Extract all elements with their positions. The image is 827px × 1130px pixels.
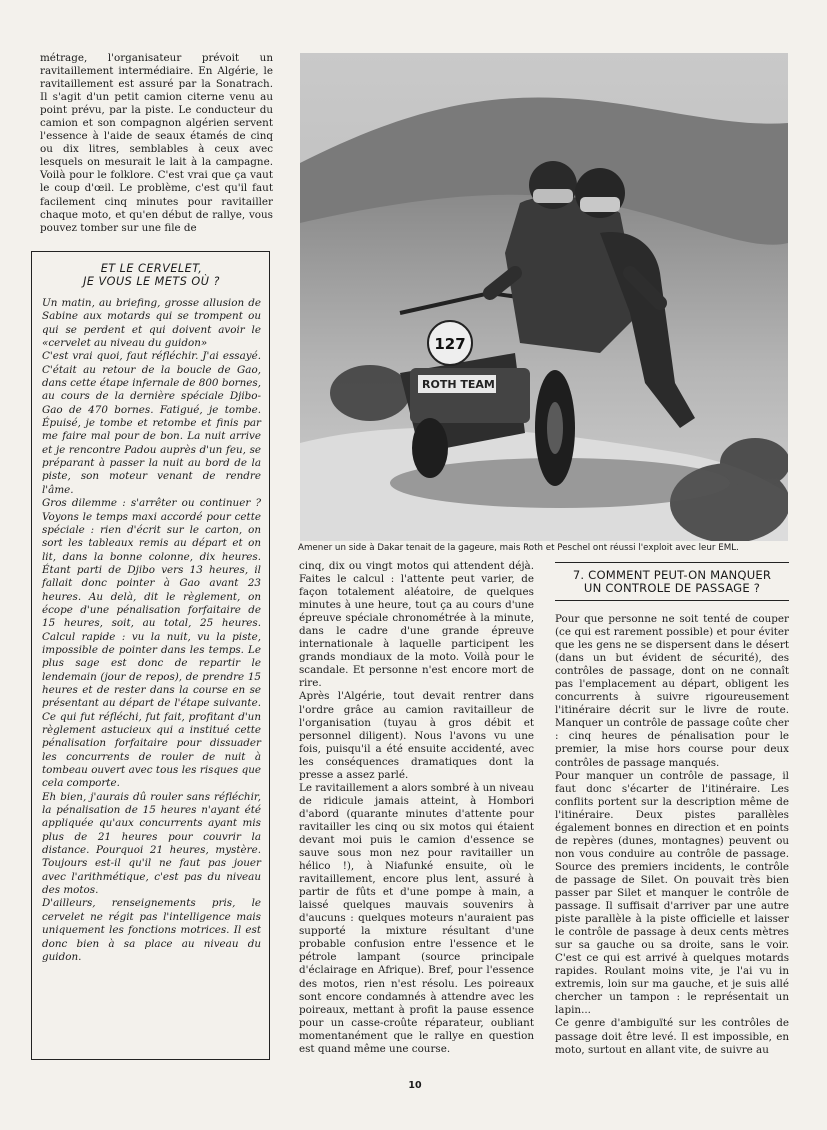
- sidebar-paragraph: Gros dilemme : s'arrêter ou continuer ? Voyons le temps maxi accordé pour cette spéciale : rien d'écrit sur le carton, on sort les tableaux remis au départ et on lit, dans la bonne colonne, dix heures. Étant parti de Djibo vers 13 heures, il fallait donc pointer à Gao avant 23 heures. Au delà, dit le règlement, on écope d'une pénalisation forfaitaire de 15 heures, soit, au total, 25 heures. Calcul rapide : vu la nuit, vu la piste, impossible de pointer dans les temps. Le plus sage est donc de repartir le lendemain (jour de repos), de prendre 15 heures et de rester dans la course en se présentant au départ de l'étape suivante. Ce qui fut réfléchi, fut fait, profitant d'un règlement astucieux qui a institué cette pénalisation forfaitaire pour dissuader les concurrents de rouler de nuit à tombeau ouvert avec tous les risques que cela comporte.: [42, 497, 261, 790]
- article-paragraph: Ce genre d'ambiguïté sur les contrôles de passage doit être levé. Il est impossible, en moto, surtout en allant vite, de suivre au: [555, 1017, 789, 1056]
- sidebar-paragraph: Eh bien, j'aurais dû rouler sans réfléchir, la pénalisation de 15 heures n'ayant été appliquée qu'aux concurrents ayant mis plus de 21 heures pour couvrir la distance. Pourquoi 21 heures, mystère. Toujours est-il qu'il ne faut pas jouer avec l'arithmétique, c'est pas du niveau des motos.: [42, 790, 261, 897]
- article-paragraph: Le ravitaillement a alors sombré à un niveau de ridicule jamais atteint, à Hombori d'abord (quarante minutes d'attente pour ravitailler les cinq ou six motos qui étaient devant moi puis le camion d'essence se sauve sous mon nez pour ravitailler un hélico !), à Niafunké ensuite, où le ravitaillement, encore plus lent, assuré à partir de fûts et d'une pompe à main, a laissé quelques mauvais souvenirs à d'aucuns : quelques moteurs n'auraient pas supporté la mixture résultant d'une probable confusion entre l'essence et le pétrole lampant (source principale d'éclairage en Afrique). Bref, pour l'essence des motos, rien n'est résolu. Les poireaux sont encore condamnés à attendre avec les poireaux, mettant à profit la pause essence pour un casse-croûte réparateur, oubliant momentanément que le rallye en question est quand même une course.: [299, 781, 534, 1055]
- race-number: 127: [434, 335, 466, 353]
- sidecar-lettering: ROTH TEAM: [422, 378, 495, 391]
- sidebar-box: [31, 251, 270, 1060]
- sidebar-paragraph: C'est vrai quoi, faut réfléchir. J'ai essayé. C'était au retour de la boucle de Gao, dans cette étape infernale de 800 bornes, au cours de la dernière spéciale Djibo-Gao de 470 bornes. Fatigué, je tombe. Épuisé, je tombe et retombe et finis par me faire mal pour de bon. La nuit arrive et je rencontre Padou auprès d'un feu, se préparant à passer la nuit au bord de la piste, son moteur venant de rendre l'âme.: [42, 350, 261, 496]
- right-column: [555, 613, 789, 1057]
- article-paragraph: Après l'Algérie, tout devait rentrer dans l'ordre grâce au camion ravitailleur de l'organisation (tuyau à gros débit et personnel diligent). Nous l'avons vu une fois, puisqu'il a été ensuite accidenté, avec les conséquences dramatiques dont la presse a assez parlé.: [299, 690, 534, 781]
- photo-caption: Amener un side à Dakar tenait de la gageure, mais Roth et Peschel ont réussi l'exploit avec leur EML.: [298, 543, 739, 553]
- article-paragraph: Pour que personne ne soit tenté de couper (ce qui est rarement possible) et pour éviter que les gens ne se dispersent dans le désert (dans un but évident de sécurité), des contrôles de passage, dont on ne connaît pas l'emplacement au départ, obligent les concurrents à suivre rigoureusement l'itinéraire décrit sur le livre de route. Manquer un contrôle de passage coûte cher : cinq heures de pénalisation pour le premier, la mise hors course pour deux contrôles de passage manqués.: [555, 613, 789, 769]
- article-paragraph: cinq, dix ou vingt motos qui attendent déjà. Faites le calcul : l'attente peut varier, de façon totalement aléatoire, de quelques minutes à une heure, tout ça au cours d'une épreuve spéciale chronométrée à la minute, dans le cadre d'une grande épreuve internationale à laquelle participent les grands mondiaux de la moto. Voilà pour le scandale. Et personne n'est encore mort de rire.: [299, 560, 534, 690]
- section-heading-line1: 7. COMMENT PEUT-ON MANQUER: [572, 568, 772, 582]
- section-heading-line2: UN CONTROLE DE PASSAGE ?: [583, 581, 761, 596]
- sidebar-title-line1: ET LE CERVELET,: [100, 262, 203, 275]
- left-column-top: [40, 52, 273, 235]
- section-heading: [555, 562, 789, 601]
- page-number: 10: [408, 1080, 422, 1091]
- article-paragraph: Pour manquer un contrôle de passage, il faut donc s'écarter de l'itinéraire. Les conflits portent sur la description même de l'itinéraire. Deux pistes parallèles également bonnes en direction et en points de repères (dunes, montagnes) peuvent ou non vous conduire au contrôle de passage. Source des premiers incidents, le contrôle de passage de Silet. On pouvait très bien passer par Silet et manquer le contrôle de passage. Il suffisait d'arriver par une autre piste parallèle à la piste officielle et laisser le contrôle de passage à deux cents mètres sur sa gauche ou sa droite, sans le voir. C'est ce qui est arrivé à quelques motards rapides. Roulant moins vite, je l'ai vu in extremis, loin sur ma gauche, et je suis allé chercher un tampon : le représentait un lapin...: [555, 769, 789, 1017]
- sidebar-title-line2: JE VOUS LE METS OÙ ?: [83, 275, 220, 288]
- sidecar-photo: [300, 53, 788, 541]
- sidebar-title: [42, 262, 261, 288]
- sidebar-paragraph: D'ailleurs, renseignements pris, le cervelet ne régit pas l'intelligence mais uniquement les fonctions motrices. Il est donc bien à sa place au niveau du guidon.: [42, 897, 261, 963]
- sidebar-paragraph: Un matin, au briefing, grosse allusion de Sabine aux motards qui se trompent ou qui se perdent et qui doivent avoir le «cervelet au niveau du guidon»: [42, 297, 261, 350]
- article-paragraph: métrage, l'organisateur prévoit un ravitaillement intermédiaire. En Algérie, le ravitaillement est assuré par la Sonatrach. Il s'agit d'un petit camion citerne venu au point prévu, par la piste. Le conducteur du camion et son compagnon algérien servent l'essence à l'aide de seaux étamés de cinq ou dix litres, semblables à ceux avec lesquels on mesurait le lait à la campagne. Voilà pour le folklore. C'est vrai que ça vaut le coup d'œil. Le problème, c'est qu'il faut facilement cinq minutes pour ravitailler chaque moto, et qu'en début de rallye, vous pouvez tomber sur une file de: [40, 52, 273, 234]
- middle-column: [299, 560, 534, 1056]
